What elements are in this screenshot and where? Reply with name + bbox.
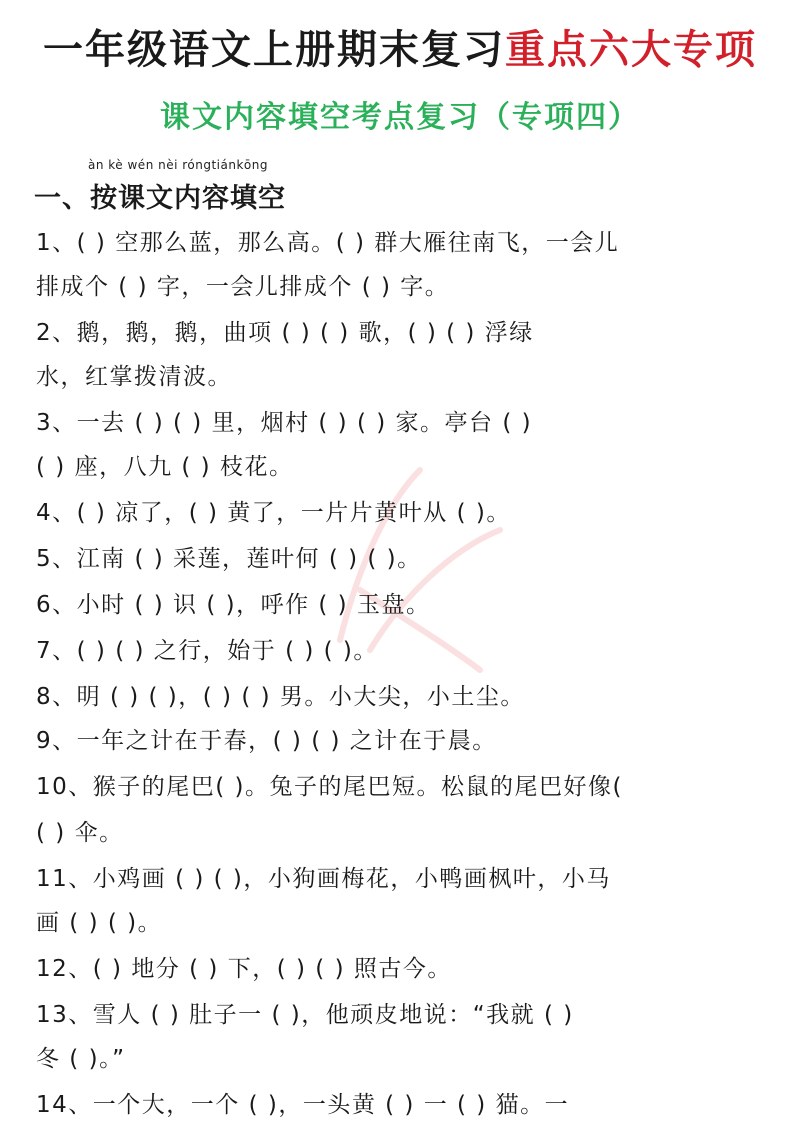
page-title — [0, 18, 800, 75]
list-item: 12、( ) 地分 ( ) 下，( ) ( ) 照古今。 — [36, 956, 452, 982]
list-item: 5、江南 ( ) 采莲，莲叶何 ( ) ( )。 — [36, 546, 422, 572]
list-item: 画 ( ) ( )。 — [36, 910, 163, 936]
list-item: ( ) 伞。 — [36, 820, 124, 846]
list-item: 7、( ) ( ) 之行，始于 ( ) ( )。 — [36, 638, 378, 664]
list-item: 4、( ) 凉了，( ) 黄了，一片片黄叶从 ( )。 — [36, 500, 511, 526]
list-item: 10、猴子的尾巴( )。兔子的尾巴短。松鼠的尾巴好像( — [36, 774, 623, 800]
title-main: 一年级语文上册期末复习 — [43, 27, 505, 73]
list-item: 13、雪人 ( ) 肚子一 ( )，他顽皮地说：“我就 ( ) — [36, 1002, 574, 1028]
title-highlight: 重点六大专项 — [505, 27, 757, 73]
list-item: 9、一年之计在于春，( ) ( ) 之计在于晨。 — [36, 728, 497, 754]
section-heading: 一、按课文内容填空 — [34, 183, 286, 214]
list-item: 6、小时 ( ) 识 ( )，呼作 ( ) 玉盘。 — [36, 592, 431, 618]
list-item: 1、( ) 空那么蓝，那么高。( ) 群大雁往南飞，一会儿 — [36, 230, 620, 256]
list-item: 14、一个大，一个 ( )，一头黄 ( ) 一 ( ) 猫。一 — [36, 1092, 570, 1118]
list-item: 11、小鸡画 ( ) ( )，小狗画梅花，小鸭画枫叶，小马 — [36, 866, 611, 892]
list-item: 排成个 ( ) 字，一会儿排成个 ( ) 字。 — [36, 274, 450, 300]
pinyin-annotation: àn kè wén nèi róngtiánkōng — [88, 158, 268, 172]
list-item: 水，红掌拨清波。 — [36, 364, 232, 390]
list-item: 8、明 ( ) ( )，( ) ( ) 男。小大尖，小土尘。 — [36, 684, 525, 710]
list-item: 冬 ( )。” — [36, 1046, 126, 1072]
page-subtitle: 课文内容填空考点复习（专项四） — [160, 100, 640, 135]
list-item: ( ) 座，八九 ( ) 枝花。 — [36, 454, 294, 480]
list-item: 3、一去 ( ) ( ) 里，烟村 ( ) ( ) 家。亭台 ( ) — [36, 410, 533, 436]
list-item: 2、鹅，鹅，鹅，曲项 ( ) ( ) 歌，( ) ( ) 浮绿 — [36, 320, 534, 346]
